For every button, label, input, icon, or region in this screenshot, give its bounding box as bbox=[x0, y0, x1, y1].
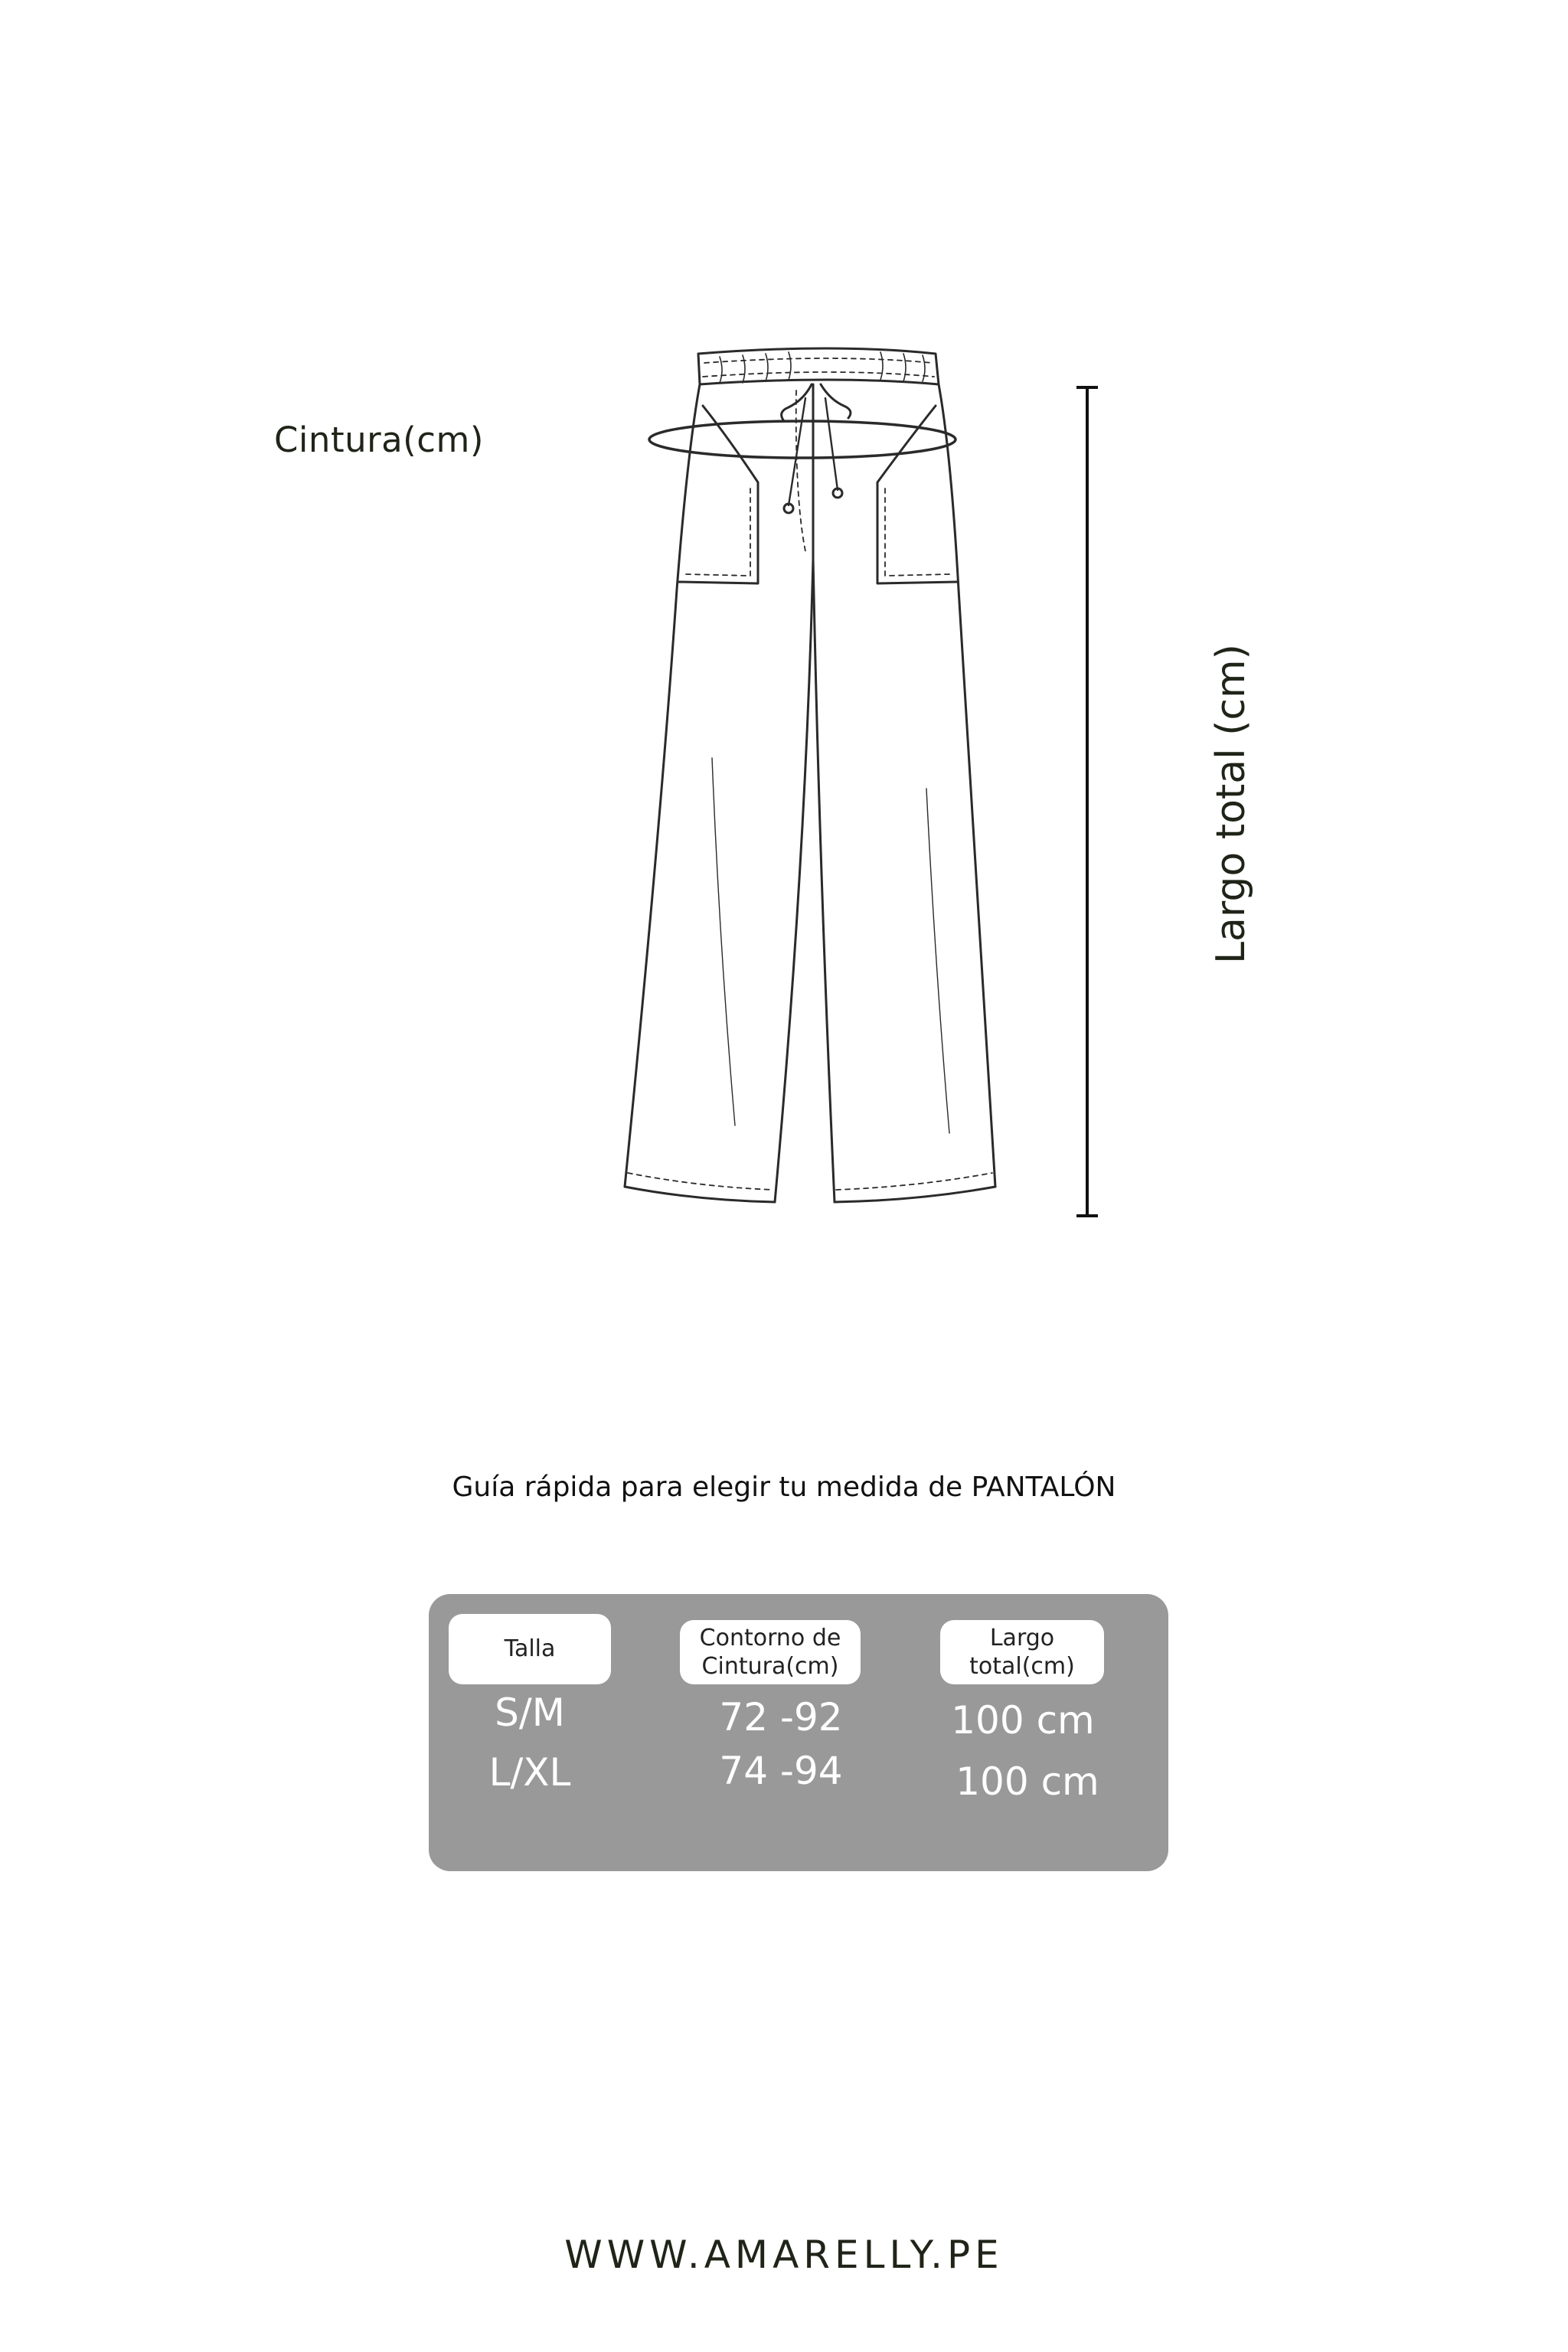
row1-size: S/M bbox=[495, 1690, 565, 1735]
size-table bbox=[429, 1594, 1168, 1871]
waist-label: Cintura(cm) bbox=[274, 420, 484, 460]
header-length: Largo total(cm) bbox=[940, 1620, 1104, 1684]
guide-title: Guía rápida para elegir tu medida de PANTALÓN bbox=[452, 1472, 1116, 1503]
row2-length: 100 cm bbox=[956, 1759, 1099, 1804]
row1-length: 100 cm bbox=[951, 1698, 1095, 1743]
length-label: Largo total (cm) bbox=[1208, 644, 1254, 964]
header-waist: Contorno de Cintura(cm) bbox=[680, 1620, 861, 1684]
header-size: Talla bbox=[449, 1614, 611, 1684]
pants-sketch bbox=[605, 299, 1187, 1325]
footer-url[interactable]: WWW.AMARELLY.PE bbox=[564, 2233, 1004, 2277]
row2-size: L/XL bbox=[488, 1750, 571, 1795]
row2-waist: 74 -94 bbox=[719, 1749, 843, 1793]
row1-waist: 72 -92 bbox=[719, 1695, 843, 1740]
